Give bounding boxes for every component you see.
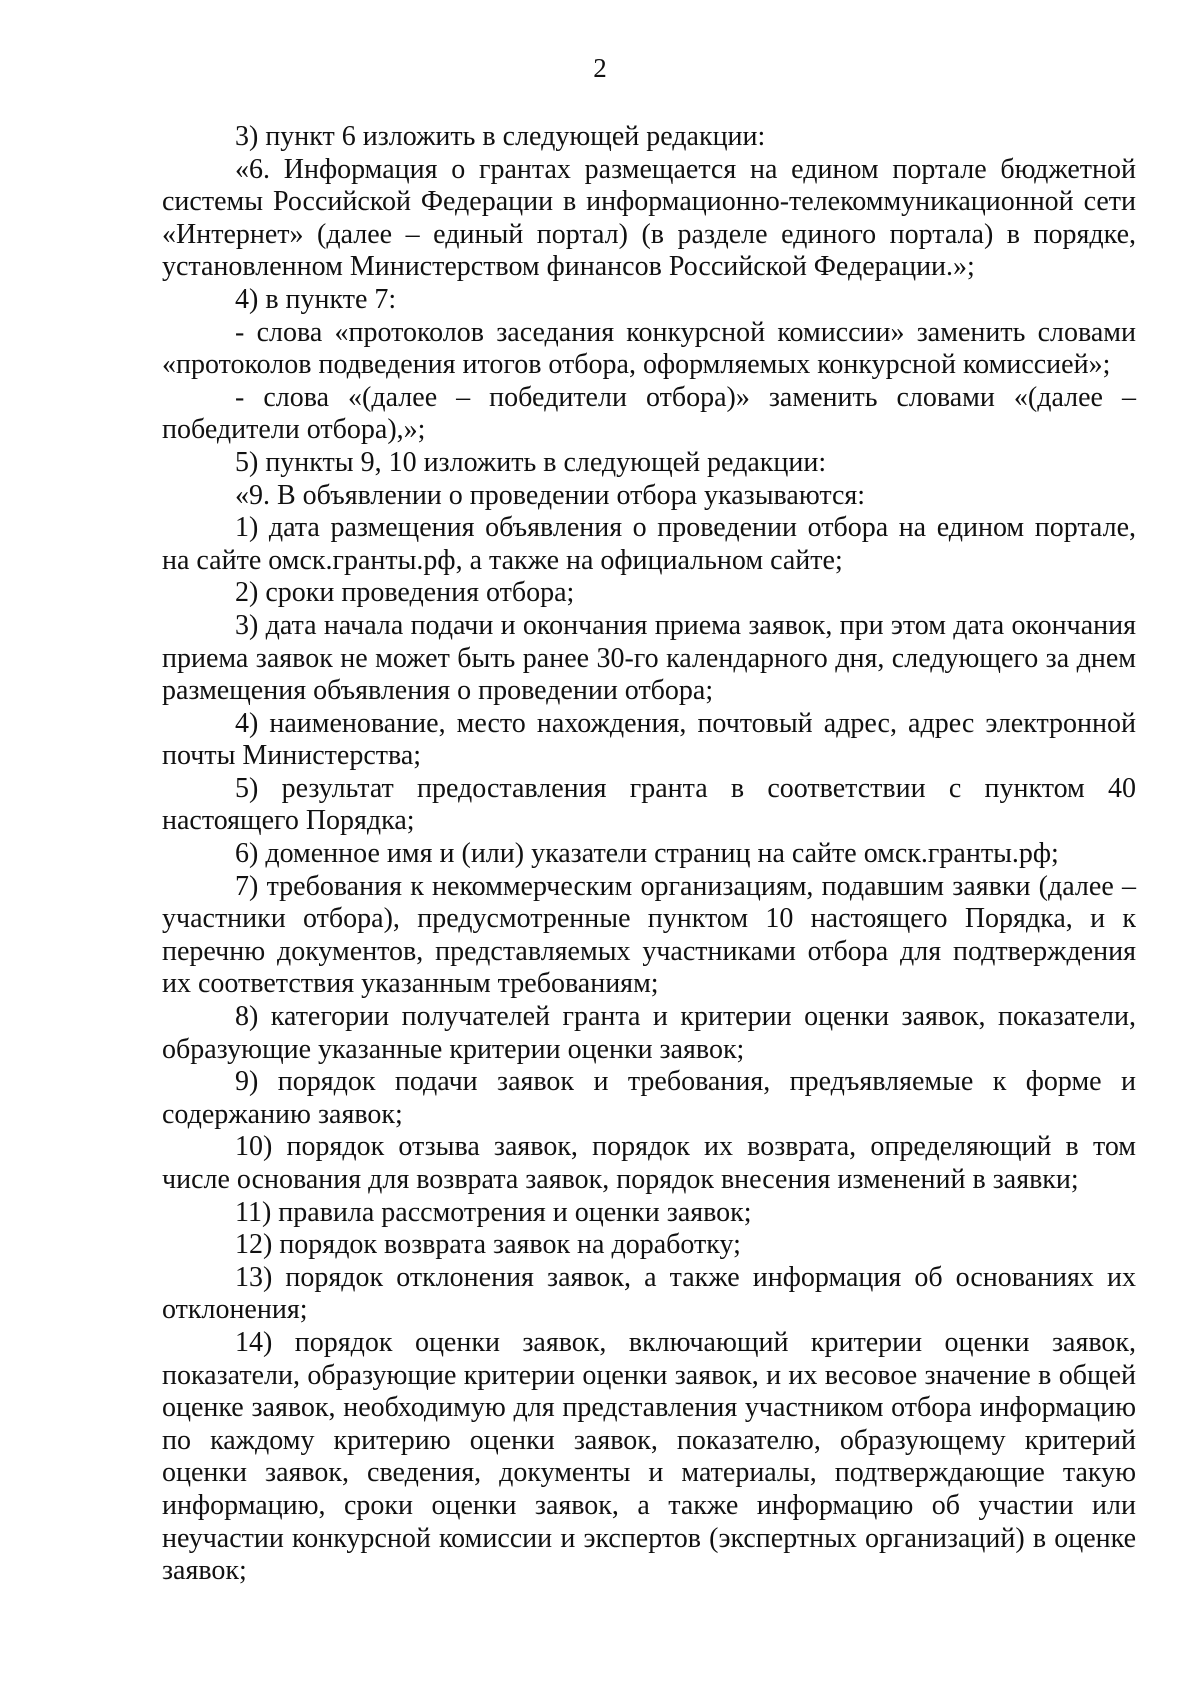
paragraph: 8) категории получателей гранта и критерии оценки заявок, показатели, образующие указанные критерии оценки заявок; (162, 1001, 1136, 1065)
page-number: 2 (593, 53, 607, 83)
paragraph: 7) требования к некоммерческим организациям, подавшим заявки (далее – участники отбора), предусмотренные пунктом 10 настоящего Порядка, и к перечню документов, представляемых участниками отбора для подтверждения их соответствия указанным требованиям; (162, 870, 1136, 1000)
paragraph: 5) результат предоставления гранта в соответствии с пунктом 40 настоящего Порядка; (162, 772, 1136, 837)
paragraph: 12) порядок возврата заявок на доработку; (235, 1229, 741, 1261)
paragraph: 2) сроки проведения отбора; (235, 577, 575, 609)
paragraph: 11) правила рассмотрения и оценки заявок; (235, 1196, 752, 1228)
paragraph: «9. В объявлении о проведении отбора указываются: (235, 479, 866, 511)
paragraph: 9) порядок подачи заявок и требования, предъявляемые к форме и содержанию заявок; (162, 1066, 1136, 1130)
paragraph: 3) пункт 6 изложить в следующей редакции: (235, 121, 766, 152)
paragraph: 4) в пункте 7: (235, 283, 397, 315)
paragraph: - слова «(далее – победители отбора)» заменить словами «(далее – победители отбора),»; (162, 381, 1136, 446)
paragraph: «6. Информация о грантах размещается на едином портале бюджетной системы Российской Федерации в информационно-телекоммуникационной сети «Интернет» (далее – единый портал) (в разделе единого портала) в порядке, установленном Министерством финансов Российской Федерации.»; (162, 153, 1136, 283)
paragraph: 4) наименование, место нахождения, почтовый адрес, адрес электронной почты Министерства; (162, 707, 1136, 772)
paragraph: 6) доменное имя и (или) указатели страниц на сайте омск.гранты.рф; (235, 838, 1059, 870)
paragraph: 13) порядок отклонения заявок, а также информация об основаниях их отклонения; (162, 1261, 1136, 1326)
paragraph: 5) пункты 9, 10 изложить в следующей редакции: (235, 446, 827, 478)
paragraph: 1) дата размещения объявления о проведении отбора на едином портале, на сайте омск.гранты.рф, а также на официальном сайте; (162, 512, 1136, 576)
paragraph: 14) порядок оценки заявок, включающий критерии оценки заявок, показатели, образующие критерии оценки заявок, и их весовое значение в общей оценке заявок, необходимую для представления участником отбора информацию по каждому критерию оценки заявок, показателю, образующему критерий оценки заявок, сведения, документы и материалы, подтверждающие такую информацию, сроки оценки заявок, а также информацию об участии или неучастии конкурсной комиссии и экспертов (экспертных организаций) в оценке заявок; (162, 1326, 1136, 1587)
paragraph: - слова «протоколов заседания конкурсной комиссии» заменить словами «протоколов подведения итогов отбора, оформляемых конкурсной комиссией»; (162, 316, 1136, 381)
document-body (162, 121, 1136, 1588)
paragraph: 10) порядок отзыва заявок, порядок их возврата, определяющий в том числе основания для возврата заявок, порядок внесения изменений в заявки; (162, 1131, 1136, 1195)
paragraph: 3) дата начала подачи и окончания приема заявок, при этом дата окончания приема заявок не может быть ранее 30-го календарного дня, следующего за днем размещения объявления о проведении отбора; (162, 609, 1136, 707)
